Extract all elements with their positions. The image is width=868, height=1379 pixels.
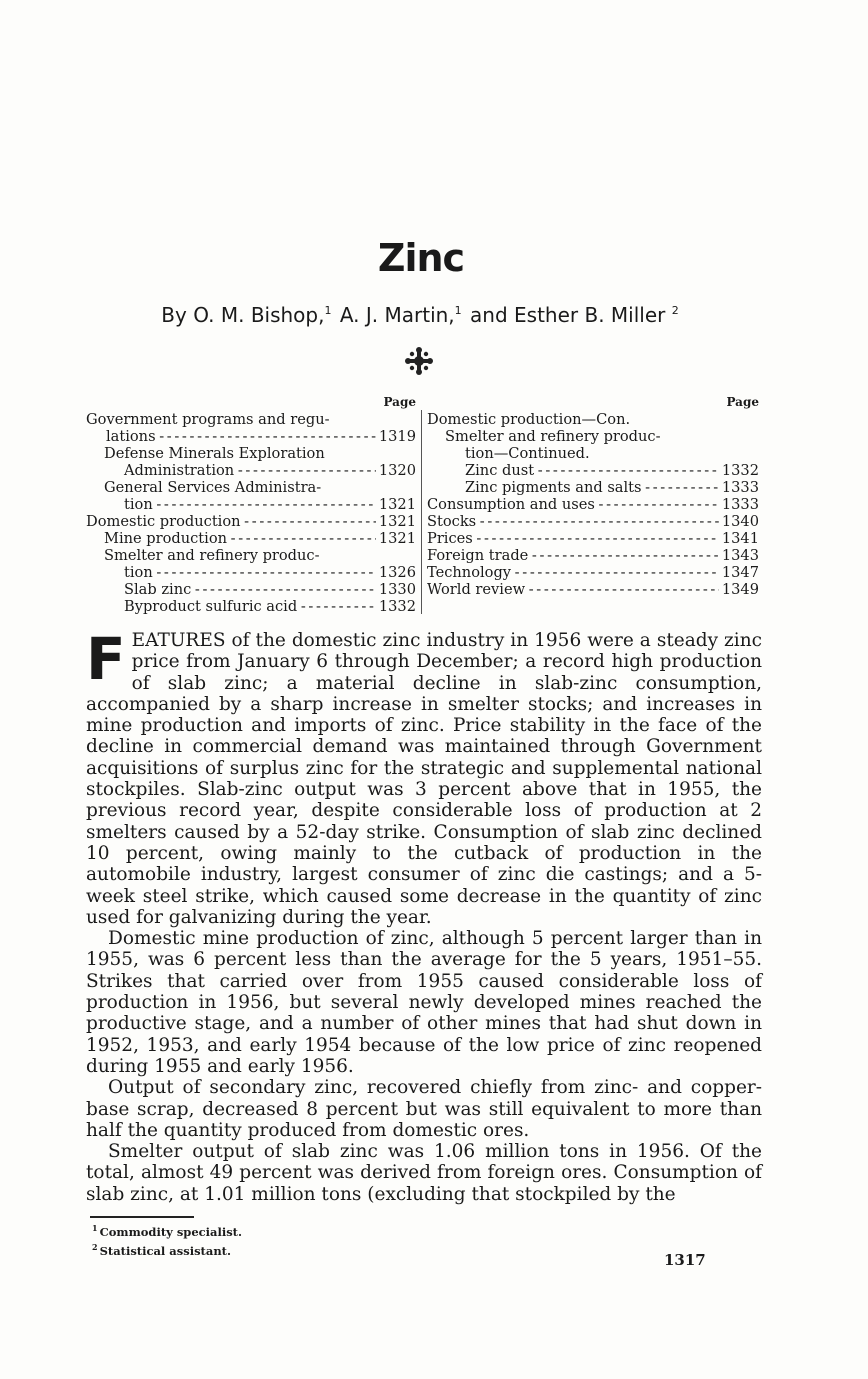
toc-page-number: 1332 (378, 598, 416, 615)
toc-page-number: 1319 (378, 428, 416, 445)
footnote-ref[interactable]: 1 (454, 304, 462, 317)
toc-page-number: 1341 (721, 530, 759, 547)
toc-entry[interactable] (86, 445, 416, 479)
paragraph: Smelter output of slab zinc was 1.06 million tons in 1956. Of the total, almost 49 percent was derived from foreign ores. Consumption of slab zinc, at 1.01 million tons (excluding that stockpiled by the (86, 1141, 762, 1205)
toc-page-number: 1332 (721, 462, 759, 479)
toc-page-number: 1340 (721, 513, 759, 530)
toc-entry-label: General Services Administra- (104, 479, 322, 496)
drop-cap: F (86, 625, 126, 693)
page-number: 1317 (664, 1251, 706, 1269)
toc-entry[interactable] (86, 547, 416, 581)
toc-entry[interactable] (86, 411, 416, 445)
toc-entry[interactable] (86, 530, 416, 547)
toc-page-header: Page (726, 395, 759, 409)
footnote (92, 1221, 242, 1240)
toc-entry-label: lations - - - (86, 428, 376, 445)
toc-entry-label: Mine production - - - (86, 530, 376, 547)
toc-continued-heading: Smelter and refinery produc- (445, 428, 661, 445)
toc-entry-label: Smelter and refinery produc- (104, 547, 320, 564)
toc-page-number: 1321 (378, 513, 416, 530)
toc-page-number: 1326 (378, 564, 416, 581)
toc-page-number: 1333 (721, 496, 759, 513)
footnote-ref[interactable]: 2 (671, 304, 679, 317)
toc-entry-label: Domestic production - - - (86, 513, 376, 530)
toc-entry[interactable] (427, 462, 759, 479)
toc-list (86, 411, 416, 615)
toc-entry[interactable] (427, 496, 759, 513)
footnote-rule (90, 1216, 194, 1218)
toc-entry-label: Zinc dust - - - (427, 462, 719, 479)
article-body (86, 625, 762, 1205)
toc-entry[interactable] (86, 581, 416, 598)
toc-entry-label: Government programs and regu- (86, 411, 330, 428)
toc-entry-label: Stocks - - - (427, 513, 719, 530)
footnote-mark: 2 (92, 1241, 98, 1252)
toc-entry-label: World review - - - (427, 581, 719, 598)
toc-entry-label: tion - - - (86, 564, 376, 581)
toc-entry[interactable] (86, 598, 416, 615)
toc-page-number: 1333 (721, 479, 759, 496)
toc-entry[interactable] (427, 564, 759, 581)
toc-entry-label: tion - - - (86, 496, 376, 513)
toc-continued-heading: Domestic production—Con. (427, 411, 631, 428)
footnote-text: Commodity specialist. (99, 1224, 242, 1239)
chapter-title: Zinc (377, 236, 465, 280)
paragraph: Output of secondary zinc, recovered chiefly from zinc- and copper-base scrap, decreased 8 percent but was still equivalent to more than half the quantity produced from domestic ores. (86, 1077, 762, 1141)
toc-page-number: 1321 (378, 496, 416, 513)
author-1: By O. M. Bishop, (161, 303, 325, 327)
toc-page-number: 1320 (378, 462, 416, 479)
byline (0, 303, 842, 327)
toc-entry[interactable] (427, 513, 759, 530)
toc-continued-heading: tion—Continued. (465, 445, 590, 462)
author-3: and Esther B. Miller (463, 303, 672, 327)
toc-entry-label: Zinc pigments and salts - - - (427, 479, 719, 496)
toc-entry-label: Byproduct sulfuric acid - - - (86, 598, 376, 615)
toc-entry[interactable] (427, 547, 759, 564)
toc-page-number: 1321 (378, 530, 416, 547)
toc-entry-label: Defense Minerals Exploration (104, 445, 325, 462)
toc-page-number: 1347 (721, 564, 759, 581)
toc-entry-label: Slab zinc - - - (86, 581, 376, 598)
toc-entry[interactable] (86, 479, 416, 513)
footnote (92, 1240, 242, 1259)
toc-entry-label: Prices - - - (427, 530, 719, 547)
paragraph-text: EATURES of the domestic zinc industry in 1956 were a steady zinc price from January 6 through December; a record high production of slab zinc; a material decline in slab-zinc consumption, accompanied by a sharp increase in smelter stocks; and increases in mine production and imports of zinc. Price stability in the face of the decline in commercial demand was maintained through Government acquisitions of surplus zinc for the strategic and supplemental national stockpiles. Slab-zinc output was 3 percent above that in 1955, the previous record year, despite considerable loss of production at 2 smelters caused by a 52-day strike. Consumption of slab zinc declined 10 percent, owing mainly to the cutback of production in the automobile industry, largest consumer of zinc die castings; and a 5-week steel strike, which caused some decrease in the quantity of zinc used for galvanizing during the year. (86, 630, 762, 928)
footnotes (92, 1221, 242, 1259)
toc-entry[interactable] (86, 513, 416, 530)
paragraph (86, 625, 762, 928)
footnote-mark: 1 (92, 1223, 98, 1233)
toc-entry-label: Foreign trade - - - (427, 547, 719, 564)
toc-left-column (86, 394, 416, 615)
toc-page-number: 1343 (721, 547, 759, 564)
toc-list (427, 462, 759, 598)
toc-right-column (427, 394, 759, 598)
footnote-text: Statistical assistant. (99, 1243, 231, 1258)
author-2: A. J. Martin, (333, 303, 455, 327)
footnote-ref[interactable]: 1 (324, 304, 332, 317)
toc-entry[interactable] (427, 530, 759, 547)
fleuron-ornament-icon (404, 346, 434, 376)
toc-entry-label: Administration - - - (86, 462, 376, 479)
toc-page-number: 1330 (378, 581, 416, 598)
toc-page-number: 1349 (721, 581, 759, 598)
toc-entry[interactable] (427, 479, 759, 496)
toc-entry-label: Technology - - - (427, 564, 719, 581)
toc-entry[interactable] (427, 581, 759, 598)
toc-page-header: Page (383, 395, 416, 409)
toc-entry-label: Consumption and uses - - - (427, 496, 719, 513)
paragraph: Domestic mine production of zinc, although 5 percent larger than in 1955, was 6 percent less than the average for the 5 years, 1951–55. Strikes that carried over from 1955 caused considerable loss of production in 1956, but several newly developed mines reached the productive stage, and a number of other mines that had shut down in 1952, 1953, and early 1954 because of the low price of zinc reopened during 1955 and early 1956. (86, 928, 762, 1077)
toc-divider (421, 410, 422, 614)
